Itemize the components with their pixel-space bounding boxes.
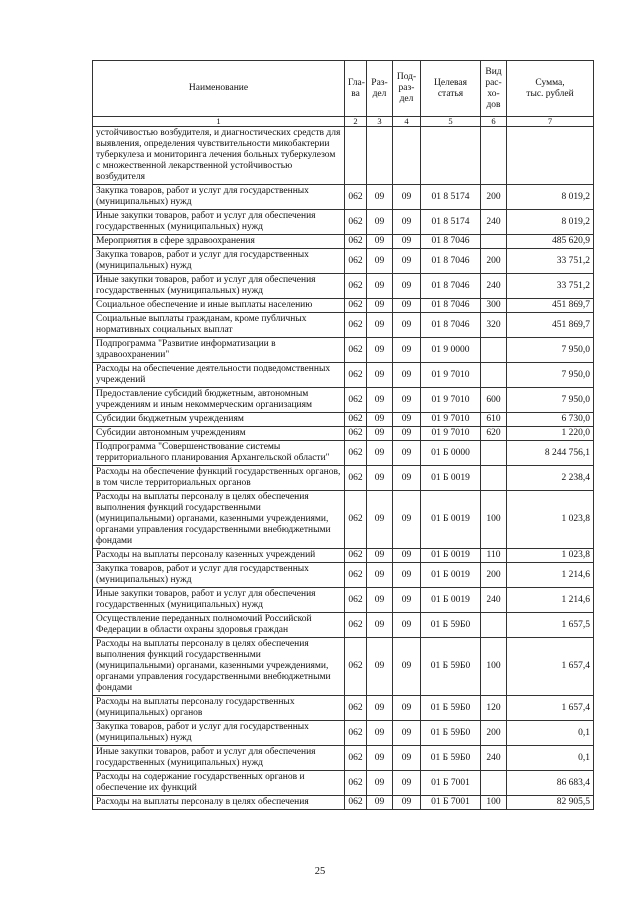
column-number: 7 <box>507 117 594 127</box>
row-target-code: 01 Б 7001 <box>421 771 481 796</box>
row-expense-type <box>481 235 507 249</box>
header-exp-type: Вид рас- хо- дов <box>481 61 507 117</box>
row-expense-type: 200 <box>481 249 507 274</box>
row-amount: 7 950,0 <box>507 388 594 413</box>
row-amount: 1 220,0 <box>507 427 594 441</box>
row-chapter: 062 <box>345 249 367 274</box>
row-amount: 0,1 <box>507 746 594 771</box>
row-amount: 451 869,7 <box>507 299 594 313</box>
row-expense-type: 120 <box>481 696 507 721</box>
row-chapter: 062 <box>345 413 367 427</box>
row-expense-type: 110 <box>481 549 507 563</box>
table-row <box>93 746 594 771</box>
row-name: Закупка товаров, работ и услуг для государственных (муниципальных) нужд <box>93 721 345 746</box>
row-target-code: 01 9 7010 <box>421 388 481 413</box>
row-chapter: 062 <box>345 427 367 441</box>
row-chapter: 062 <box>345 338 367 363</box>
row-expense-type: 320 <box>481 313 507 338</box>
row-name: Субсидии бюджетным учреждениям <box>93 413 345 427</box>
row-name: Иные закупки товаров, работ и услуг для обеспечения государственных (муниципальных) нужд <box>93 746 345 771</box>
row-section: 09 <box>367 491 393 549</box>
row-amount: 1 214,6 <box>507 563 594 588</box>
row-section: 09 <box>367 613 393 638</box>
row-section: 09 <box>367 638 393 696</box>
table-row <box>93 427 594 441</box>
row-section: 09 <box>367 746 393 771</box>
table-row <box>93 299 594 313</box>
row-expense-type: 100 <box>481 491 507 549</box>
row-expense-type: 620 <box>481 427 507 441</box>
table-row <box>93 638 594 696</box>
row-target-code: 01 8 5174 <box>421 185 481 210</box>
row-target-code: 01 9 7010 <box>421 427 481 441</box>
table-row <box>93 491 594 549</box>
row-section: 09 <box>367 696 393 721</box>
row-chapter: 062 <box>345 388 367 413</box>
row-amount: 8 019,2 <box>507 185 594 210</box>
row-name: Мероприятия в сфере здравоохранения <box>93 235 345 249</box>
row-name: устойчивостью возбудителя, и диагностических средств для выявления, определения чувствительности микобактерии туберкулеза и мониторинга лечения больных туберкулезом с множественной лекарственной устойчивостью возбудителя <box>93 127 345 185</box>
row-section: 09 <box>367 210 393 235</box>
row-section: 09 <box>367 313 393 338</box>
row-amount: 1 023,8 <box>507 491 594 549</box>
header-section: Раз- дел <box>367 61 393 117</box>
row-chapter: 062 <box>345 235 367 249</box>
row-expense-type: 200 <box>481 185 507 210</box>
table-row <box>93 210 594 235</box>
row-chapter: 062 <box>345 185 367 210</box>
row-subsection: 09 <box>393 746 421 771</box>
row-target-code: 01 8 7046 <box>421 249 481 274</box>
budget-table <box>92 60 594 810</box>
table-row <box>93 466 594 491</box>
row-expense-type: 240 <box>481 210 507 235</box>
row-chapter: 062 <box>345 696 367 721</box>
row-expense-type: 610 <box>481 413 507 427</box>
row-subsection: 09 <box>393 696 421 721</box>
table-row <box>93 274 594 299</box>
row-section: 09 <box>367 338 393 363</box>
row-amount: 1 657,4 <box>507 696 594 721</box>
row-section: 09 <box>367 274 393 299</box>
row-section: 09 <box>367 413 393 427</box>
row-subsection: 09 <box>393 466 421 491</box>
row-name: Социальное обеспечение и иные выплаты населению <box>93 299 345 313</box>
table-header-row <box>93 61 594 117</box>
row-name: Расходы на обеспечение деятельности подведомственных учреждений <box>93 363 345 388</box>
row-name: Предоставление субсидий бюджетным, автономным учреждениям и иным некоммерческим организациям <box>93 388 345 413</box>
row-amount: 6 730,0 <box>507 413 594 427</box>
row-target-code: 01 Б 0019 <box>421 549 481 563</box>
row-name: Иные закупки товаров, работ и услуг для обеспечения государственных (муниципальных) нужд <box>93 274 345 299</box>
row-target-code: 01 8 7046 <box>421 235 481 249</box>
row-chapter: 062 <box>345 363 367 388</box>
row-expense-type: 240 <box>481 746 507 771</box>
row-amount: 0,1 <box>507 721 594 746</box>
row-amount: 7 950,0 <box>507 363 594 388</box>
row-name: Подпрограмма "Развитие информатизации в здравоохранении" <box>93 338 345 363</box>
row-subsection: 09 <box>393 338 421 363</box>
row-chapter: 062 <box>345 613 367 638</box>
column-number: 5 <box>421 117 481 127</box>
row-name: Закупка товаров, работ и услуг для государственных (муниципальных) нужд <box>93 249 345 274</box>
row-chapter: 062 <box>345 771 367 796</box>
row-amount: 485 620,9 <box>507 235 594 249</box>
table-row <box>93 185 594 210</box>
table-row <box>93 338 594 363</box>
row-name: Расходы на выплаты персоналу казенных учреждений <box>93 549 345 563</box>
row-amount: 1 657,5 <box>507 613 594 638</box>
row-subsection: 09 <box>393 796 421 810</box>
row-chapter <box>345 127 367 185</box>
row-subsection: 09 <box>393 638 421 696</box>
row-chapter: 062 <box>345 796 367 810</box>
column-number: 4 <box>393 117 421 127</box>
row-name: Расходы на содержание государственных органов и обеспечение их функций <box>93 771 345 796</box>
row-expense-type <box>481 771 507 796</box>
row-target-code: 01 Б 59Б0 <box>421 746 481 771</box>
row-name: Социальные выплаты гражданам, кроме публичных нормативных социальных выплат <box>93 313 345 338</box>
row-amount: 33 751,2 <box>507 274 594 299</box>
row-name: Расходы на выплаты персоналу государственных (муниципальных) органов <box>93 696 345 721</box>
row-name: Расходы на выплаты персоналу в целях обеспечения выполнения функций государственными (муниципальными) органами, казенными учреждениями, органами управления государственными внебюджетными фондами <box>93 491 345 549</box>
row-name: Расходы на выплаты персоналу в целях обеспечения <box>93 796 345 810</box>
row-section: 09 <box>367 249 393 274</box>
header-subsection: Под- раз- дел <box>393 61 421 117</box>
row-subsection: 09 <box>393 491 421 549</box>
row-expense-type: 240 <box>481 274 507 299</box>
table-row <box>93 313 594 338</box>
row-section: 09 <box>367 588 393 613</box>
row-subsection: 09 <box>393 185 421 210</box>
row-chapter: 062 <box>345 746 367 771</box>
row-subsection: 09 <box>393 299 421 313</box>
row-target-code: 01 8 5174 <box>421 210 481 235</box>
row-amount: 8 019,2 <box>507 210 594 235</box>
row-amount: 8 244 756,1 <box>507 441 594 466</box>
row-name: Осуществление переданных полномочий Российской Федерации в области охраны здоровья граждан <box>93 613 345 638</box>
row-chapter: 062 <box>345 491 367 549</box>
row-amount: 1 023,8 <box>507 549 594 563</box>
row-expense-type <box>481 441 507 466</box>
row-expense-type: 300 <box>481 299 507 313</box>
row-target-code: 01 Б 59Б0 <box>421 638 481 696</box>
row-target-code: 01 8 7046 <box>421 299 481 313</box>
table-row <box>93 235 594 249</box>
row-expense-type <box>481 127 507 185</box>
row-expense-type: 200 <box>481 721 507 746</box>
row-target-code: 01 8 7046 <box>421 313 481 338</box>
row-subsection: 09 <box>393 274 421 299</box>
table-row <box>93 363 594 388</box>
row-target-code: 01 Б 0000 <box>421 441 481 466</box>
row-expense-type: 200 <box>481 563 507 588</box>
header-chapter: Гла- ва <box>345 61 367 117</box>
row-subsection: 09 <box>393 249 421 274</box>
row-name: Иные закупки товаров, работ и услуг для обеспечения государственных (муниципальных) нужд <box>93 210 345 235</box>
row-subsection: 09 <box>393 613 421 638</box>
row-expense-type: 100 <box>481 796 507 810</box>
row-expense-type: 100 <box>481 638 507 696</box>
row-chapter: 062 <box>345 299 367 313</box>
row-section: 09 <box>367 427 393 441</box>
row-section: 09 <box>367 299 393 313</box>
row-expense-type: 600 <box>481 388 507 413</box>
column-number: 3 <box>367 117 393 127</box>
row-target-code: 01 9 7010 <box>421 363 481 388</box>
table-row <box>93 588 594 613</box>
row-chapter: 062 <box>345 441 367 466</box>
row-amount: 451 869,7 <box>507 313 594 338</box>
row-expense-type: 240 <box>481 588 507 613</box>
row-subsection <box>393 127 421 185</box>
table-row <box>93 441 594 466</box>
row-section: 09 <box>367 721 393 746</box>
row-chapter: 062 <box>345 721 367 746</box>
row-subsection: 09 <box>393 771 421 796</box>
page-number: 25 <box>314 866 326 877</box>
row-subsection: 09 <box>393 427 421 441</box>
row-target-code: 01 Б 0019 <box>421 588 481 613</box>
row-chapter: 062 <box>345 274 367 299</box>
row-amount <box>507 127 594 185</box>
row-subsection: 09 <box>393 235 421 249</box>
row-subsection: 09 <box>393 563 421 588</box>
row-chapter: 062 <box>345 549 367 563</box>
row-section: 09 <box>367 563 393 588</box>
row-name: Субсидии автономным учреждениям <box>93 427 345 441</box>
row-chapter: 062 <box>345 588 367 613</box>
row-section: 09 <box>367 441 393 466</box>
table-row <box>93 696 594 721</box>
row-subsection: 09 <box>393 313 421 338</box>
table-row <box>93 249 594 274</box>
row-chapter: 062 <box>345 313 367 338</box>
row-subsection: 09 <box>393 588 421 613</box>
row-section: 09 <box>367 466 393 491</box>
row-target-code: 01 Б 0019 <box>421 563 481 588</box>
row-name: Иные закупки товаров, работ и услуг для обеспечения государственных (муниципальных) нужд <box>93 588 345 613</box>
row-section: 09 <box>367 388 393 413</box>
header-amount: Сумма, тыс. рублей <box>507 61 594 117</box>
table-body <box>93 127 594 810</box>
row-name: Закупка товаров, работ и услуг для государственных (муниципальных) нужд <box>93 563 345 588</box>
table-row <box>93 613 594 638</box>
table-row <box>93 549 594 563</box>
row-target-code: 01 9 7010 <box>421 413 481 427</box>
row-expense-type <box>481 363 507 388</box>
column-number: 6 <box>481 117 507 127</box>
row-name: Закупка товаров, работ и услуг для государственных (муниципальных) нужд <box>93 185 345 210</box>
row-amount: 86 683,4 <box>507 771 594 796</box>
row-chapter: 062 <box>345 563 367 588</box>
row-target-code: 01 Б 7001 <box>421 796 481 810</box>
row-amount: 82 905,5 <box>507 796 594 810</box>
table-row <box>93 127 594 185</box>
row-target-code: 01 Б 59Б0 <box>421 721 481 746</box>
row-section <box>367 127 393 185</box>
row-amount: 1 214,6 <box>507 588 594 613</box>
row-subsection: 09 <box>393 721 421 746</box>
row-subsection: 09 <box>393 413 421 427</box>
table-row <box>93 413 594 427</box>
row-subsection: 09 <box>393 441 421 466</box>
header-target: Целевая статья <box>421 61 481 117</box>
row-chapter: 062 <box>345 638 367 696</box>
row-section: 09 <box>367 771 393 796</box>
row-expense-type <box>481 466 507 491</box>
row-target-code <box>421 127 481 185</box>
table-row <box>93 796 594 810</box>
row-target-code: 01 9 0000 <box>421 338 481 363</box>
row-subsection: 09 <box>393 363 421 388</box>
row-section: 09 <box>367 185 393 210</box>
row-target-code: 01 Б 59Б0 <box>421 696 481 721</box>
row-name: Подпрограмма "Совершенствование системы территориального планирования Архангельской области" <box>93 441 345 466</box>
row-chapter: 062 <box>345 210 367 235</box>
row-expense-type <box>481 338 507 363</box>
row-amount: 2 238,4 <box>507 466 594 491</box>
row-subsection: 09 <box>393 210 421 235</box>
column-number-row <box>93 117 594 127</box>
row-subsection: 09 <box>393 388 421 413</box>
row-target-code: 01 Б 0019 <box>421 466 481 491</box>
row-subsection: 09 <box>393 549 421 563</box>
table-row <box>93 563 594 588</box>
row-amount: 33 751,2 <box>507 249 594 274</box>
table-row <box>93 721 594 746</box>
row-chapter: 062 <box>345 466 367 491</box>
row-amount: 7 950,0 <box>507 338 594 363</box>
row-name: Расходы на выплаты персоналу в целях обеспечения выполнения функций государственными (муниципальными) органами, казенными учреждениями, органами управления государственными внебюджетными фондами <box>93 638 345 696</box>
header-name: Наименование <box>93 61 345 117</box>
row-section: 09 <box>367 235 393 249</box>
row-amount: 1 657,4 <box>507 638 594 696</box>
column-number: 2 <box>345 117 367 127</box>
row-expense-type <box>481 613 507 638</box>
row-target-code: 01 Б 59Б0 <box>421 613 481 638</box>
row-name: Расходы на обеспечение функций государственных органов, в том числе территориальных органов <box>93 466 345 491</box>
row-target-code: 01 Б 0019 <box>421 491 481 549</box>
table-row <box>93 388 594 413</box>
row-section: 09 <box>367 363 393 388</box>
column-number: 1 <box>93 117 345 127</box>
row-target-code: 01 8 7046 <box>421 274 481 299</box>
row-section: 09 <box>367 796 393 810</box>
table-row <box>93 771 594 796</box>
row-section: 09 <box>367 549 393 563</box>
